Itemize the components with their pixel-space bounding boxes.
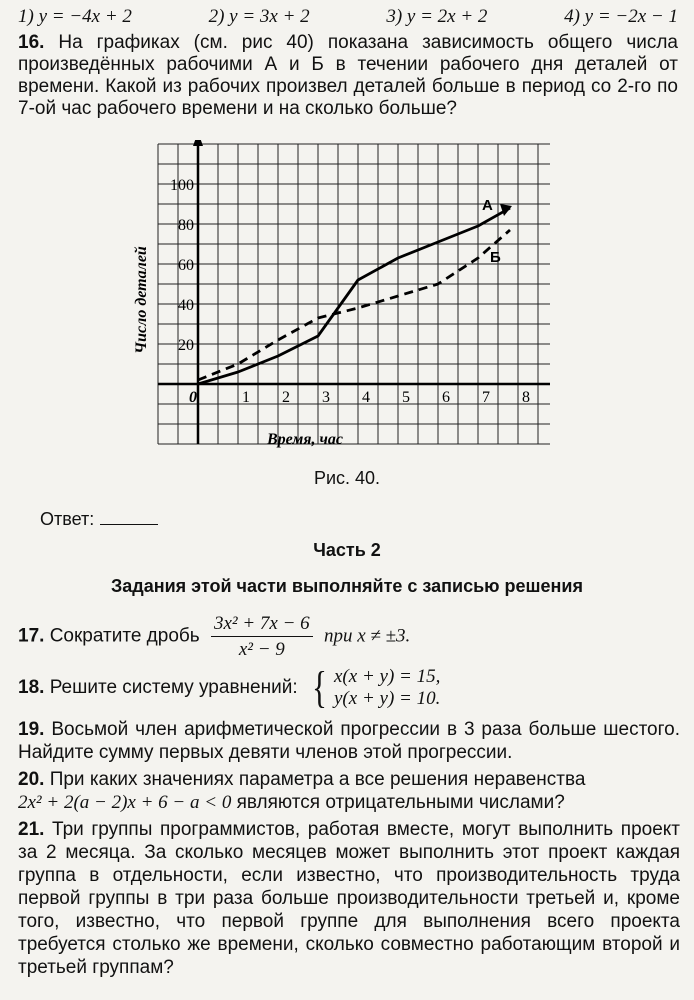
part2-subtitle: Задания этой части выполняйте с записью решения xyxy=(111,576,583,596)
part2-title: Часть 2 xyxy=(313,540,381,560)
answer-blank xyxy=(100,508,158,525)
series-line-2 xyxy=(198,230,510,380)
y-axis-arrow-icon xyxy=(193,140,203,146)
task-16 xyxy=(18,32,678,120)
task-20 xyxy=(18,768,680,814)
answer-label: Ответ: xyxy=(40,509,95,529)
fraction-numerator: 3x² + 7x − 6 xyxy=(211,612,313,637)
task-17-fraction xyxy=(211,612,313,661)
series-label-2: Б xyxy=(490,249,501,266)
chart-figure-40 xyxy=(110,140,550,460)
fraction-denominator: x² − 9 xyxy=(238,639,285,660)
option-3: 3) y = 2x + 2 xyxy=(386,6,488,27)
series-line-1 xyxy=(198,208,510,384)
task-17-text: Сократите дробь xyxy=(49,625,200,647)
chart-series xyxy=(198,197,512,384)
task-19-text: Восьмой член арифметической прогрессии в 3 раза больше шестого. Найдите сумму первых девяти членов этой прогрессии. xyxy=(18,719,680,763)
x-tick-label: 0 xyxy=(189,389,197,406)
x-tick-label: 1 xyxy=(242,389,250,406)
task-17-condition: при x ≠ ±3. xyxy=(323,625,411,647)
chart-axes xyxy=(158,140,550,444)
option-1: 1) y = −4x + 2 xyxy=(18,6,132,27)
y-tick-label: 20 xyxy=(178,337,194,354)
y-tick-label: 40 xyxy=(178,297,194,314)
x-tick-label: 7 xyxy=(482,389,490,406)
equation-2: y(x + y) = 10. xyxy=(334,688,441,709)
task-17 xyxy=(18,612,410,661)
task-21-number: 21. xyxy=(18,819,45,840)
x-tick-label: 6 xyxy=(442,389,450,406)
task-20-text: При каких значениях параметра a все решения неравенства xyxy=(49,769,586,790)
task-16-number: 16. xyxy=(18,32,45,53)
y-tick-label: 100 xyxy=(170,177,194,194)
task-19-number: 19. xyxy=(18,719,45,740)
figure-caption: Рис. 40. xyxy=(313,468,381,488)
task-21-text: Три группы программистов, работая вместе, могут выполнить проект за 2 месяца. За сколько месяцев может выполнить этот проект каждая группа в отдельности, если известно, что производительность труда первой группы в три раза больше производительности третьей и, кроме того, известно, что первой группе для выполнения всего проекта требуется столько же времени, сколько совместно работающим второй и третьей группам? xyxy=(18,819,680,978)
task-20-text-after: являются отрицательными числами? xyxy=(236,792,565,813)
task-20-inequality: 2x² + 2(a − 2)x + 6 − a < 0 xyxy=(18,792,232,813)
x-tick-label: 3 xyxy=(322,389,330,406)
equation-1: x(x + y) = 15, xyxy=(334,666,441,687)
task-16-text: На графиках (см. рис 40) показана зависимость общего числа произведённых рабочими А и Б в течении рабочего дня деталей от времени. Какой из рабочих произвел деталей больше в период со 2-го по 7-ой час рабочего времени и на сколько больше? xyxy=(18,32,678,119)
x-tick-label: 8 xyxy=(522,389,530,406)
answer-field xyxy=(40,508,158,530)
chart-grid xyxy=(158,144,550,444)
series-label-1: А xyxy=(482,197,493,214)
task-17-number: 17. xyxy=(18,625,45,647)
x-tick-label: 5 xyxy=(402,389,410,406)
task-19 xyxy=(18,718,680,764)
y-tick-label: 60 xyxy=(178,257,194,274)
task-21 xyxy=(18,818,680,979)
x-axis-label: Время, час xyxy=(266,431,344,448)
task-18-number: 18. xyxy=(18,677,45,699)
y-tick-label: 80 xyxy=(178,217,194,234)
system-brace: { xyxy=(312,663,327,712)
task-18 xyxy=(18,663,441,712)
equation-system xyxy=(309,663,441,712)
task-20-number: 20. xyxy=(18,769,45,790)
x-tick-label: 2 xyxy=(282,389,290,406)
option-4: 4) y = −2x − 1 xyxy=(564,6,678,27)
answer-options-row xyxy=(18,6,678,28)
option-2: 2) y = 3x + 2 xyxy=(208,6,310,27)
y-axis-label: Число деталей xyxy=(133,246,150,354)
task-18-text: Решите систему уравнений: xyxy=(49,677,298,699)
x-tick-label: 4 xyxy=(362,389,370,406)
